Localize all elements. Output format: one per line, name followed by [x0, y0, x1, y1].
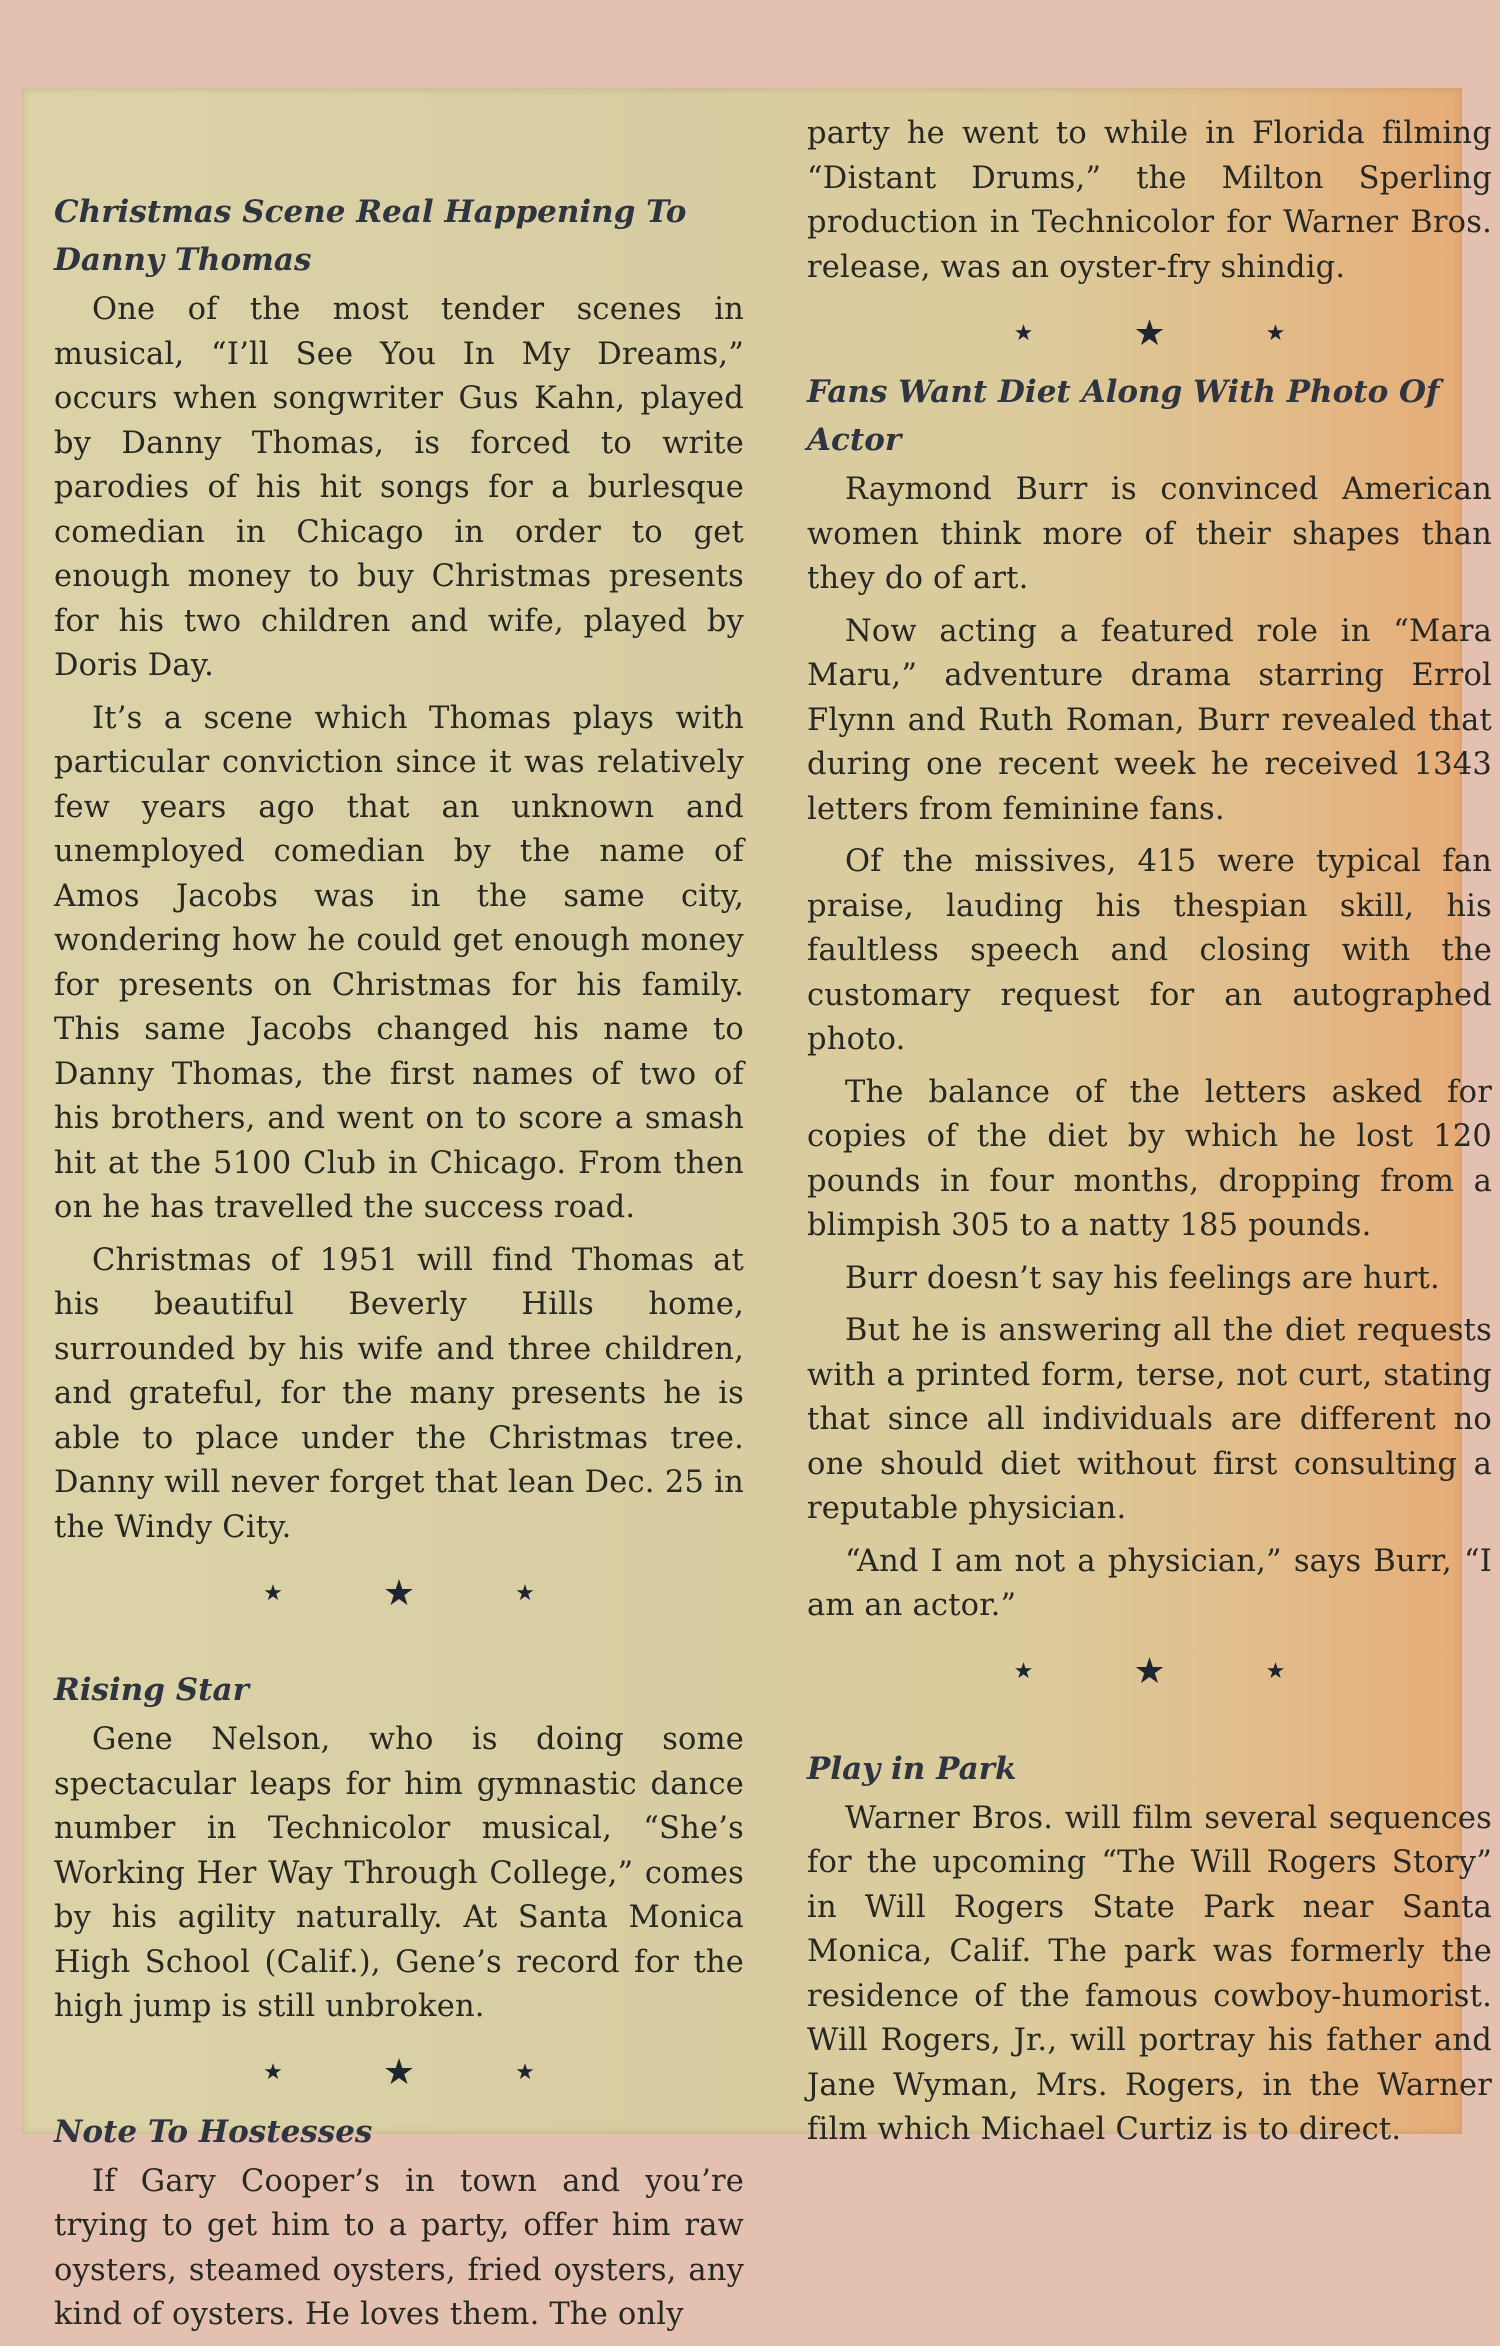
paragraph: Burr doesn’t say his feelings are hurt.: [845, 1260, 1440, 1296]
paragraph: Now acting a featured role in “Mara Maru,” adventure drama starring Errol Flynn and Ruth Roman, Burr revealed that during one recent week he received 1343 letters from feminine fans.: [807, 613, 1492, 827]
star-icon: ★: [1265, 1659, 1286, 1684]
star-icon: ★: [515, 1580, 535, 1606]
paragraph: The balance of the letters asked for copies of the diet by which he lost 120 pounds in four months, dropping from a blimpish 305 to a natty 185 pounds.: [807, 1074, 1492, 1243]
paragraph: Raymond Burr is convinced American women think more of their shapes than they do of art.: [807, 472, 1492, 596]
star-icon: ★: [515, 2060, 535, 2085]
star-icon: ★: [1265, 320, 1286, 346]
heading-rising-star: Rising Star: [54, 1672, 249, 1708]
star-icon: ★: [263, 1580, 283, 1606]
star-divider: [54, 2038, 744, 2108]
star-divider: [807, 298, 1492, 368]
paragraph: “And I am not a physician,” says Burr, “I am an actor.”: [807, 1543, 1492, 1623]
paragraph: If Gary Cooper’s in town and you’re trying to get him to a party, offer him raw oysters, steamed oysters, fried oysters, any kind of oysters. He loves them. The only: [54, 2163, 744, 2332]
star-divider: [807, 1637, 1492, 1707]
heading-note-to-hostesses: Note To Hostesses: [54, 2113, 373, 2150]
magazine-page: [22, 88, 1492, 2332]
star-icon: ★: [1013, 320, 1034, 346]
star-icon: ★: [1133, 312, 1166, 354]
star-icon: ★: [382, 2052, 416, 2093]
paragraph: Gene Nelson, who is doing some spectacular leaps for him gymnastic dance number in Technicolor musical, “She’s Working Her Way Through College,” comes by his agility naturally. At Santa Monica High School (Calif.), Gene’s record for the high jump is still unbroken.: [54, 1722, 744, 2024]
heading-play-in-park: Play in Park: [807, 1750, 1017, 1787]
paragraph: One of the most tender scenes in musical, “I’ll See You In My Dreams,” occurs when songwriter Gus Kahn, played by Danny Thomas, is forced to write parodies of his hit songs for a burlesque comedian in Chicago in order to get enough money to buy Christmas presents for his two children and wife, played by Doris Day.: [54, 292, 744, 683]
heading-fans-want-diet: Fans Want Diet Along With Photo Of Actor: [807, 374, 1440, 458]
star-icon: ★: [1013, 1659, 1034, 1684]
paragraph: But he is answering all the diet requests with a printed form, terse, not curt, stating that since all individuals are different no one should diet without first consulting a reputable physician.: [807, 1313, 1492, 1526]
star-icon: ★: [263, 2060, 283, 2085]
paragraph: It’s a scene which Thomas plays with particular conviction since it was relatively few years ago that an unknown and unemployed comedian by the name of Amos Jacobs was in the same city, wondering how he could get enough money for presents on Christmas for his family. This same Jacobs changed his name to Danny Thomas, the first names of two of his brothers, and went on to score a smash hit at the 5100 Club in Chicago. From then on he has travelled the success road.: [54, 700, 744, 1225]
left-column: [54, 188, 744, 2346]
star-icon: ★: [382, 1572, 416, 1614]
paragraph: Of the missives, 415 were typical fan praise, lauding his thespian skill, his faultless speech and closing with the customary request for an autographed photo.: [807, 844, 1492, 1057]
heading-christmas-scene: Christmas Scene Real Happening To Danny Thomas: [54, 194, 687, 278]
star-divider: [54, 1558, 744, 1628]
paragraph: Christmas of 1951 will find Thomas at his beautiful Beverly Hills home, surrounded by his wife and three children, and grateful, for the many presents he is able to place under the Christmas tree. Danny will never forget that lean Dec. 25 in the Windy City.: [54, 1242, 744, 1545]
right-column: [807, 112, 1492, 2161]
star-icon: ★: [1133, 1651, 1166, 1692]
paragraph: Warner Bros. will film several sequences for the upcoming “The Will Rogers Story” in Will Rogers State Park near Santa Monica, Calif. The park was formerly the residence of the famous cowboy-humorist. Will Rogers, Jr., will portray his father and Jane Wyman, Mrs. Rogers, in the Warner film which Michael Curtiz is to direct.: [807, 1800, 1492, 2147]
paragraph: party he went to while in Florida filming “Distant Drums,” the Milton Sperling production in Technicolor for Warner Bros. release, was an oyster-fry shindig.: [807, 116, 1492, 285]
